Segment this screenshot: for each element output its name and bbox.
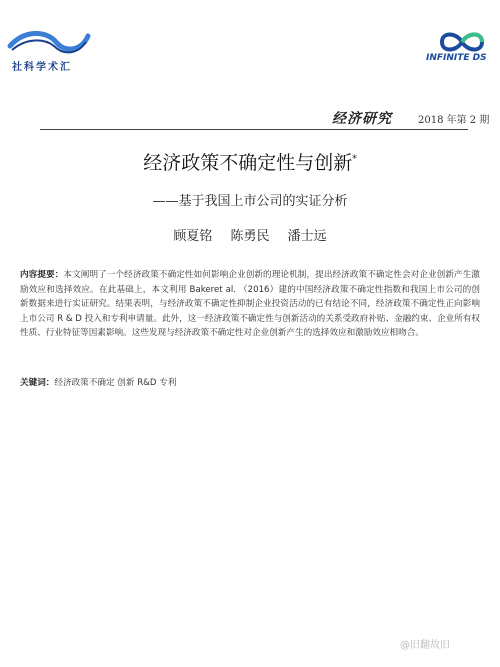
paper-title-text: 经济政策不确定性与创新 [143, 152, 353, 174]
title-footnote-mark: * [352, 154, 357, 165]
abstract-label: 内容提要： [20, 270, 64, 280]
infinite-ds-logo [424, 32, 490, 66]
watermark: @旧翻故旧 [400, 640, 450, 651]
journal-header [40, 105, 490, 133]
infinite-ds-logo-text: INFINITE DS [426, 53, 487, 63]
keywords-text: 经济政策不确定 创新 R&D 专利 [54, 378, 177, 388]
publisher-logo-left [6, 28, 92, 73]
keywords [20, 376, 480, 390]
paper-authors: 顾夏铭 陈勇民 潘士远 [173, 229, 327, 244]
journal-issue: 2018 年第 2 期 [418, 115, 490, 126]
infinity-icon [438, 32, 486, 52]
page-header [0, 0, 500, 80]
paper-subtitle: ——基于我国上市公司的实证分析 [152, 194, 348, 209]
keywords-label: 关键词： [20, 378, 55, 388]
header-rule [40, 129, 468, 130]
journal-name: 经济研究 [332, 111, 392, 127]
paper-title [0, 148, 500, 175]
abstract-text: 本文阐明了一个经济政策不确定性如何影响企业创新的理论机制，提出经济政策不确定性会对企业创新产生激励效应和选择效应。在此基础上，本文利用 Bakeret al. （2016）建的中国经济政策不确定性指数和我国上市公司的创新数据来进行实证研究。结果表明，与经济政策不确定性抑制企业投资活动的已有结论不同，经济政策不确定性正向影响上市公司 R & D 投入和专利申请量。此外，这一经济政策不确定性与创新活动的关系受政府补贴、金融约束、企业所有权性质、行业特征等因素影响。这些发现与经济政策不确定性对企业创新产生的选择效应和激励效应相吻合。 [20, 270, 480, 339]
ribbon-logo-icon [6, 28, 92, 58]
publisher-logo-text: 社科学术汇 [12, 62, 72, 73]
abstract [20, 268, 480, 341]
